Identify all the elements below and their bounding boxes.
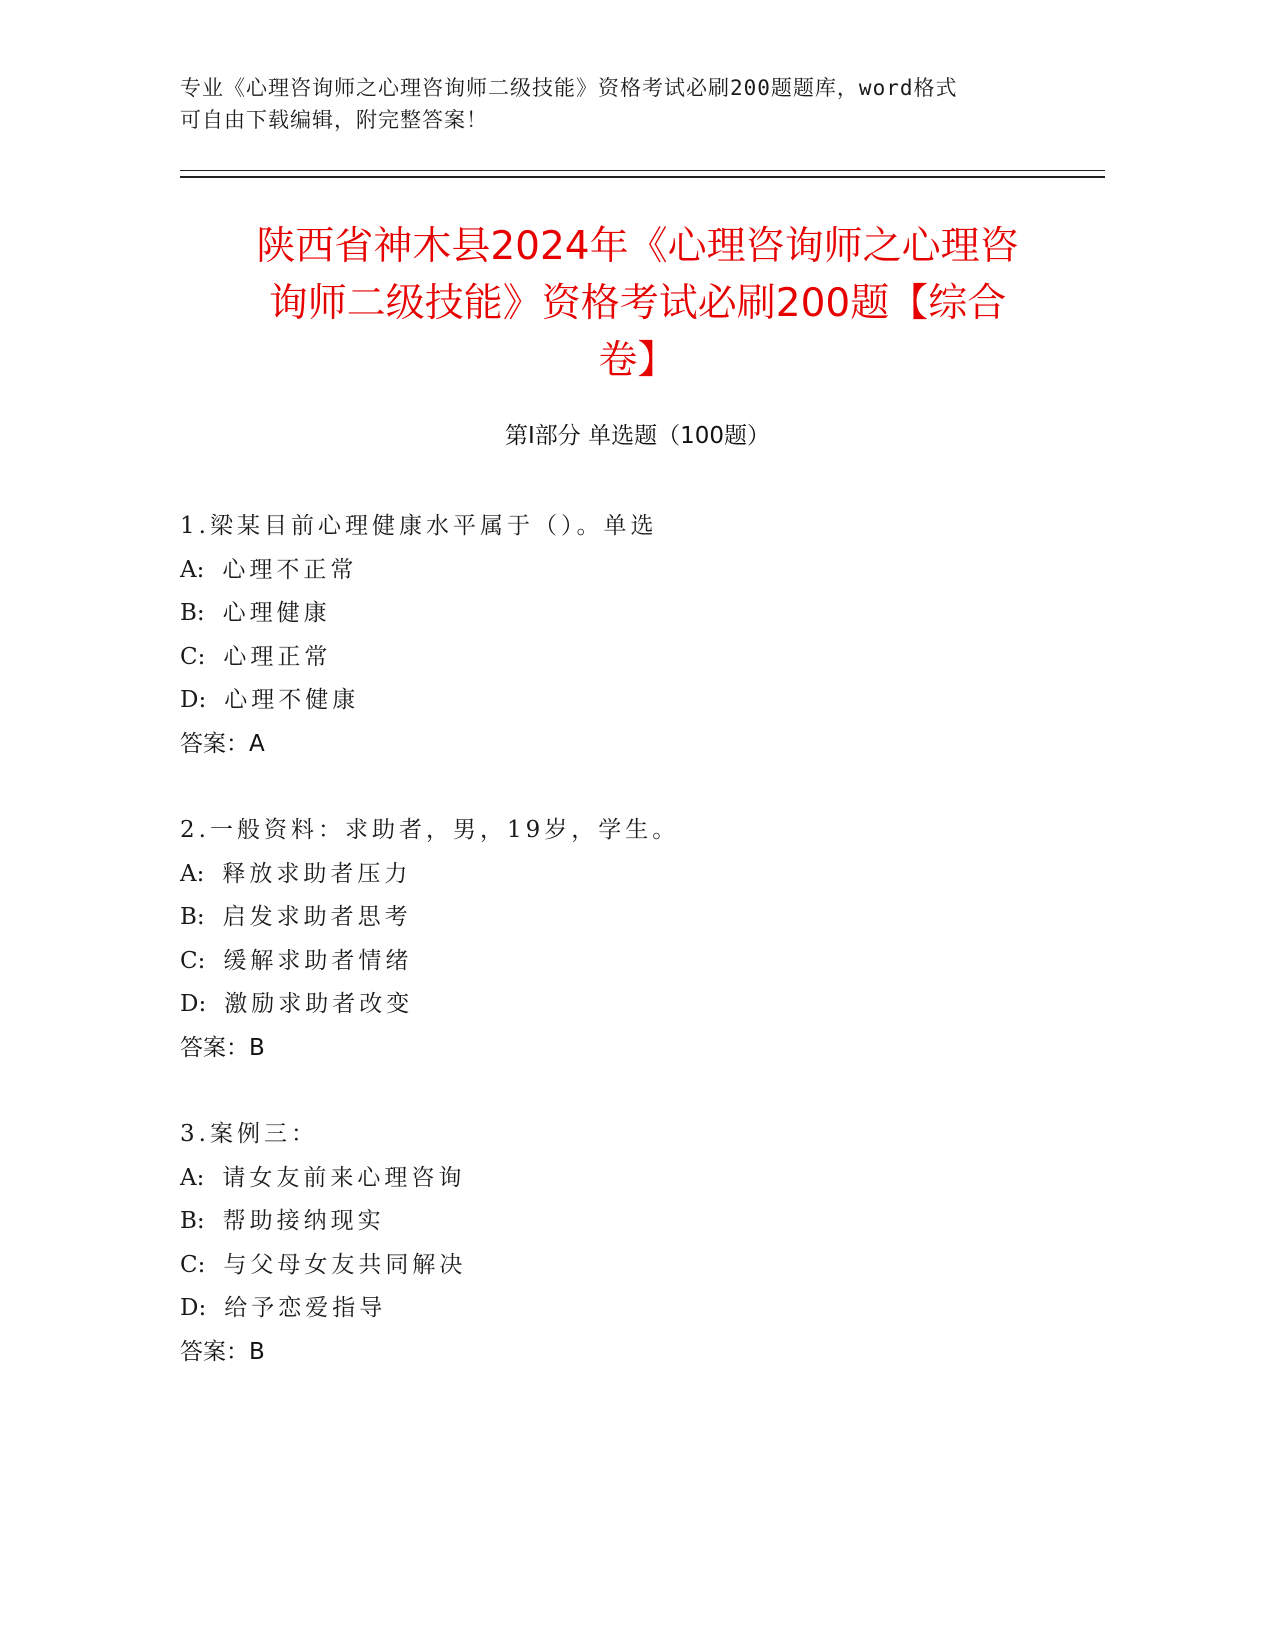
option-letter: A: [180, 1164, 205, 1191]
option-letter: A: [180, 556, 205, 583]
title-line-2: 询师二级技能》资格考试必刷200题【综合 [268, 281, 1007, 326]
option-text: 帮助接纳现实 [222, 1208, 385, 1234]
option-text: 心理正常 [223, 643, 332, 670]
option-letter: B: [180, 600, 205, 626]
option-text: 缓解求助者情绪 [223, 947, 413, 974]
question-list [180, 505, 1120, 1417]
option-text: 启发求助者思考 [222, 904, 412, 930]
section-heading: 第Ⅰ部分 单选题（100题） [505, 423, 770, 449]
option-c [180, 1244, 1120, 1288]
option-c [180, 940, 1120, 984]
title-line-3: 卷】 [598, 338, 677, 383]
header-note [180, 72, 1060, 136]
option-d [180, 1287, 1120, 1331]
option-text: 心理不正常 [222, 556, 358, 583]
answer-line: 答案：B [180, 1338, 265, 1365]
option-b [180, 896, 1120, 940]
option-letter: D: [180, 687, 207, 713]
answer-line: 答案：A [180, 730, 265, 757]
question-item [180, 505, 1120, 766]
header-note-line-2: 可自由下载编辑，附完整答案！ [180, 108, 488, 132]
title-line-1: 陕西省神木县2024年《心理咨询师之心理咨 [256, 224, 1019, 269]
question-stem: 2.一般资料：求助者，男，19岁，学生。 [180, 817, 680, 843]
option-a [180, 853, 1120, 897]
option-text: 心理不健康 [224, 687, 360, 713]
question-stem: 3.案例三： [180, 1121, 318, 1147]
option-letter: C: [180, 947, 206, 974]
option-b [180, 1200, 1120, 1244]
option-letter: C: [180, 643, 206, 670]
option-d [180, 983, 1120, 1027]
option-c [180, 636, 1120, 680]
option-text: 心理健康 [222, 600, 331, 626]
header-divider-thin [180, 170, 1105, 171]
option-letter: B: [180, 904, 205, 930]
document-title [150, 218, 1125, 389]
option-a [180, 549, 1120, 593]
option-b [180, 592, 1120, 636]
header-divider-thick [180, 176, 1105, 178]
option-letter: C: [180, 1251, 206, 1278]
option-letter: D: [180, 991, 207, 1017]
option-text: 激励求助者改变 [224, 991, 414, 1017]
option-d [180, 679, 1120, 723]
option-text: 释放求助者压力 [222, 860, 412, 887]
option-text: 给予恋爱指导 [224, 1295, 387, 1321]
question-item [180, 1113, 1120, 1374]
option-letter: B: [180, 1208, 205, 1234]
option-letter: D: [180, 1295, 207, 1321]
option-a [180, 1157, 1120, 1201]
option-text: 与父母女友共同解决 [223, 1251, 467, 1278]
answer-line: 答案：B [180, 1034, 265, 1061]
question-stem: 1.梁某目前心理健康水平属于（）。单选 [180, 513, 658, 539]
question-item [180, 809, 1120, 1070]
option-text: 请女友前来心理咨询 [222, 1164, 466, 1191]
header-note-line-1: 专业《心理咨询师之心理咨询师二级技能》资格考试必刷200题题库，word格式 [180, 76, 958, 100]
option-letter: A: [180, 860, 205, 887]
